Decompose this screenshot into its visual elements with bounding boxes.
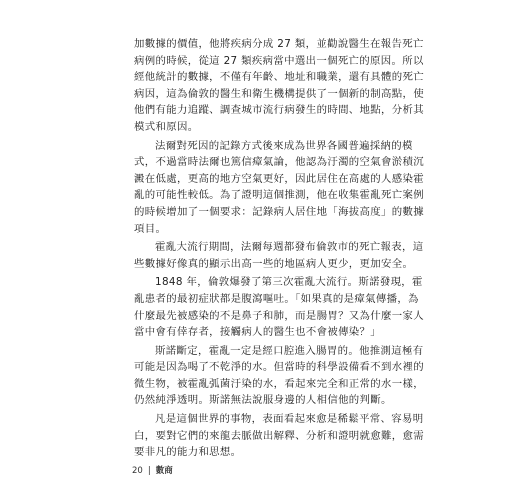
text-line: 微生物，被霍亂弧菌汙染的水，看起來完全和正常的水一樣， bbox=[134, 377, 424, 390]
paragraph bbox=[134, 411, 424, 461]
text-line: 亂的可能性較低。為了證明這個推測，他在收集霍亂死亡案例 bbox=[134, 189, 424, 202]
text-line: 白，要對它們的來龍去脈做出解釋、分析和證明就愈難，愈需 bbox=[134, 429, 424, 442]
text-line: 澱在低處，更高的地方空氣更好，因此居住在高處的人感染霍 bbox=[134, 172, 424, 185]
text-line: 加數據的價值，他將疾病分成 27 類，並勸說醫生在報告死亡 bbox=[134, 38, 424, 50]
book-title: 數商 bbox=[155, 466, 173, 476]
text-line: 霍亂大流行期間，法爾每週都發布倫敦市的死亡報表，這 bbox=[155, 241, 424, 254]
text-line: 亂患者的最初症狀都是腹瀉嘔吐。「如果真的是瘴氣傳播，為 bbox=[134, 292, 419, 305]
text-line: 病因，這為倫敦的醫生和衛生機構提供了一個新的制高點，使 bbox=[134, 87, 424, 100]
body-text bbox=[134, 36, 424, 461]
paragraph bbox=[134, 274, 424, 340]
text-line: 模式和原因。 bbox=[134, 120, 199, 133]
text-line: 仍然純淨透明。斯諾無法說服身邊的人相信他的判斷。 bbox=[134, 394, 392, 407]
text-line: 斯諾斷定，霍亂一定是經口腔進入腸胃的。他推測這極有 bbox=[155, 344, 424, 357]
text-line: 些數據好像真的顯示出高一些的地區病人更少，更加安全。 bbox=[134, 257, 414, 270]
paragraph bbox=[134, 36, 424, 136]
text-line: 可能是因為喝了不乾淨的水。但當時的科學設備看不到水裡的 bbox=[134, 361, 424, 374]
text-line: 病例的時候，從這 27 類疾病當中選出一個死亡的原因。所以 bbox=[134, 54, 424, 67]
page-footer bbox=[132, 464, 173, 476]
text-line: 的時候增加了一個要求：記錄病人居住地「海拔高度」的數據 bbox=[134, 205, 424, 218]
text-line: 項目。 bbox=[134, 222, 167, 235]
paragraph bbox=[134, 138, 424, 238]
text-line: 當中會有倖存者，接觸病人的醫生也不會被傳染？」 bbox=[134, 326, 382, 339]
paragraph bbox=[134, 343, 424, 409]
text-line: 式，不過當時法爾也篤信瘴氣論，他認為汙濁的空氣會淤積沉 bbox=[134, 156, 424, 169]
text-line: 法爾對死因的記錄方式後來成為世界各國普遍採納的模 bbox=[155, 139, 413, 152]
paragraph bbox=[134, 239, 424, 272]
text-line: 他們有能力追蹤、調查城市流行病發生的時間、地點，分析其 bbox=[134, 104, 424, 117]
text-line: 1848 年，倫敦爆發了第三次霍亂大流行。斯諾發現，霍 bbox=[155, 276, 423, 289]
text-line: 要非凡的能力和思想。 bbox=[134, 446, 242, 459]
text-line: 凡是這個世界的事物，表面看起來愈是稀鬆平常、容易明 bbox=[155, 413, 424, 426]
text-line: 什麼最先被感染的不是鼻子和肺，而是腸胃？又為什麼一家人 bbox=[134, 309, 424, 322]
footer-separator: | bbox=[147, 466, 151, 476]
text-line: 經他統計的數據，不僅有年齡、地址和職業，還有具體的死亡 bbox=[134, 71, 424, 84]
page-number: 20 bbox=[132, 466, 143, 476]
